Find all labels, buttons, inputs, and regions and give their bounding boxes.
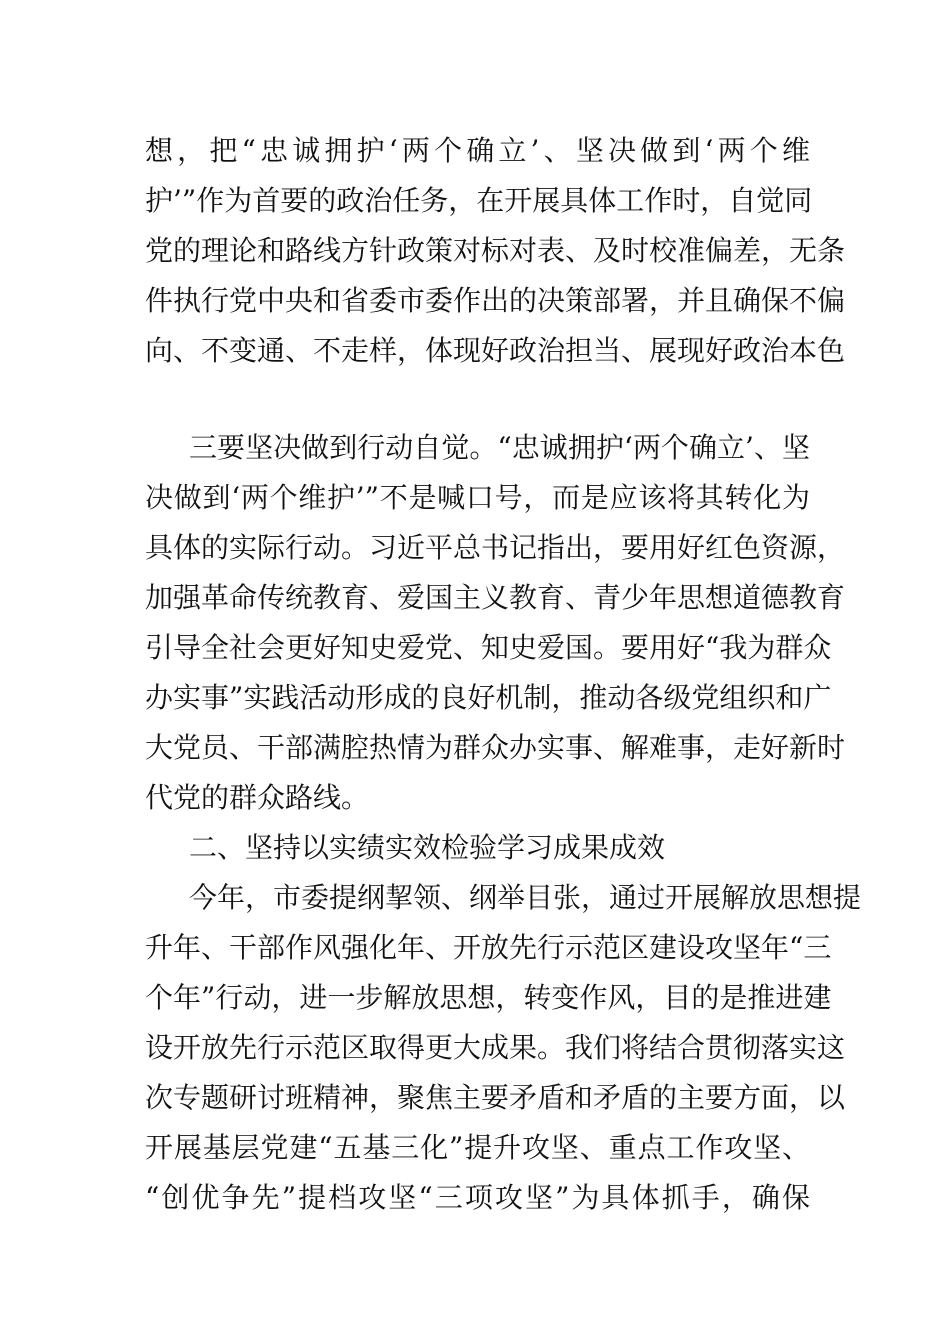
paragraph-3-line-3: 个年”行动，进一步解放思想，转变作风，目的是推进建 [145, 981, 832, 1014]
paragraph-2-line-8: 代党的群众路线。 [145, 781, 370, 814]
paragraph-3-line-4: 设开放先行示范区取得更大成果。我们将结合贯彻落实这 [145, 1031, 846, 1064]
section-heading: 二、坚持以实绩实效检验学习成果成效 [189, 831, 666, 864]
paragraph-2-line-3: 具体的实际行动。习近平总书记指出，要用好红色资源， [145, 531, 846, 564]
paragraph-2-line-7: 大党员、干部满腔热情为群众办实事、解难事，走好新时 [145, 731, 846, 764]
paragraph-3-line-5: 次专题研讨班精神，聚焦主要矛盾和矛盾的主要方面，以 [145, 1081, 846, 1114]
paragraph-2-line-2: 决做到‘两个维护’”不是喊口号，而是应该将其转化为 [145, 481, 810, 514]
paragraph-2-line-1: 三要坚决做到行动自觉。“忠诚拥护‘两个确立’、坚 [189, 431, 810, 464]
paragraph-3-line-2: 升年、干部作风强化年、开放先行示范区建设攻坚年“三 [145, 931, 832, 964]
paragraph-1-line-3: 党的理论和路线方针政策对标对表、及时校准偏差，无条 [145, 234, 846, 267]
paragraph-3-line-6: 开展基层党建“五基三化”提升攻坚、重点工作攻坚、 [145, 1131, 810, 1164]
paragraph-3-line-1: 今年，市委提纲挈领、纲举目张，通过开展解放思想提 [189, 881, 862, 914]
paragraph-1-line-5: 向、不变通、不走样，体现好政治担当、展现好政治本色 [145, 334, 846, 367]
paragraph-3-line-7: “创优争先”提档攻坚“三项攻坚”为具体抓手，确保 [145, 1181, 810, 1214]
paragraph-1-line-2: 护’”作为首要的政治任务，在开展具体工作时，自觉同 [145, 184, 813, 217]
paragraph-2-line-4: 加强革命传统教育、爱国主义教育、青少年思想道德教育 [145, 581, 846, 614]
paragraph-1-line-1: 想，把“忠诚拥护‘两个确立’、坚决做到‘两个维 [145, 134, 810, 167]
paragraph-1-line-4: 件执行党中央和省委市委作出的决策部署，并且确保不偏 [145, 284, 846, 317]
paragraph-2-line-5: 引导全社会更好知史爱党、知史爱国。要用好“我为群众 [145, 631, 832, 664]
paragraph-2-line-6: 办实事”实践活动形成的良好机制，推动各级党组织和广 [145, 681, 832, 714]
